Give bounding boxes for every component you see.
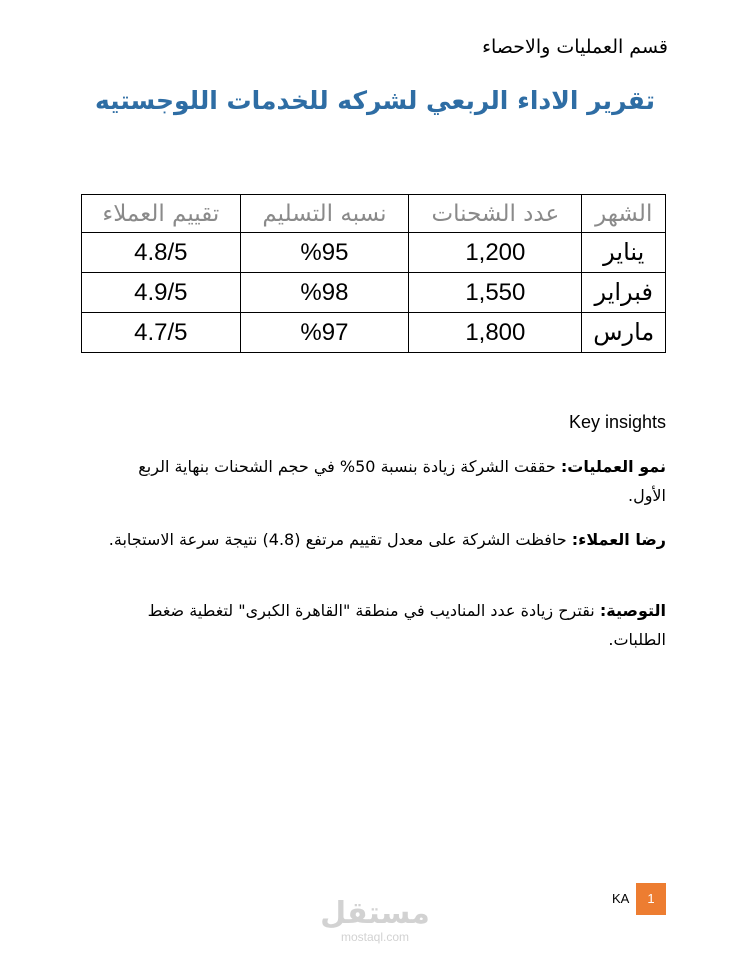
page-number: 1 (636, 883, 666, 915)
table-row (82, 233, 666, 273)
table-row (82, 313, 666, 353)
cell-rating: 4.9/5 (82, 273, 241, 313)
insight-recommendation (106, 596, 666, 654)
cell-shipments: 1,200 (409, 233, 582, 273)
cell-month: يناير (582, 233, 666, 273)
cell-month: مارس (582, 313, 666, 353)
watermark-arabic: مستقل (320, 896, 430, 931)
insight-label: رضا العملاء: (571, 530, 666, 549)
insight-customer-satisfaction (106, 525, 666, 554)
performance-table (81, 194, 666, 353)
header-customer-rating: تقييم العملاء (82, 195, 241, 233)
department-name: قسم العمليات والاحصاء (482, 36, 668, 58)
cell-month: فبراير (582, 273, 666, 313)
cell-shipments: 1,800 (409, 313, 582, 353)
cell-rating: 4.8/5 (82, 233, 241, 273)
insight-text: نقترح زيادة عدد المناديب في منطقة "القاهرة الكبرى" لتغطية ضغط الطلبات. (147, 601, 666, 649)
cell-delivery-rate: %95 (240, 233, 409, 273)
insight-label: التوصية: (599, 601, 666, 620)
header-delivery-rate: نسبه التسليم (240, 195, 409, 233)
table-header-row (82, 195, 666, 233)
cell-delivery-rate: %97 (240, 313, 409, 353)
cell-shipments: 1,550 (409, 273, 582, 313)
header-shipments: عدد الشحنات (409, 195, 582, 233)
insight-label: نمو العمليات: (560, 457, 666, 476)
cell-delivery-rate: %98 (240, 273, 409, 313)
cell-rating: 4.7/5 (82, 313, 241, 353)
table-row (82, 273, 666, 313)
insight-operations-growth (106, 452, 666, 510)
report-title: تقرير الاداء الربعي لشركه للخدمات اللوجستيه (94, 86, 656, 115)
footer-initials: KA (612, 891, 630, 906)
insight-text: حققت الشركة زيادة بنسبة 50% في حجم الشحنات بنهاية الربع الأول. (138, 457, 666, 505)
insight-text: حافظت الشركة على معدل تقييم مرتفع (4.8) نتيجة سرعة الاستجابة. (108, 530, 567, 549)
watermark-url: mostaql.com (340, 930, 410, 944)
insights-heading: Key insights (568, 412, 666, 432)
watermark-logo (300, 898, 450, 944)
header-month: الشهر (582, 195, 666, 233)
